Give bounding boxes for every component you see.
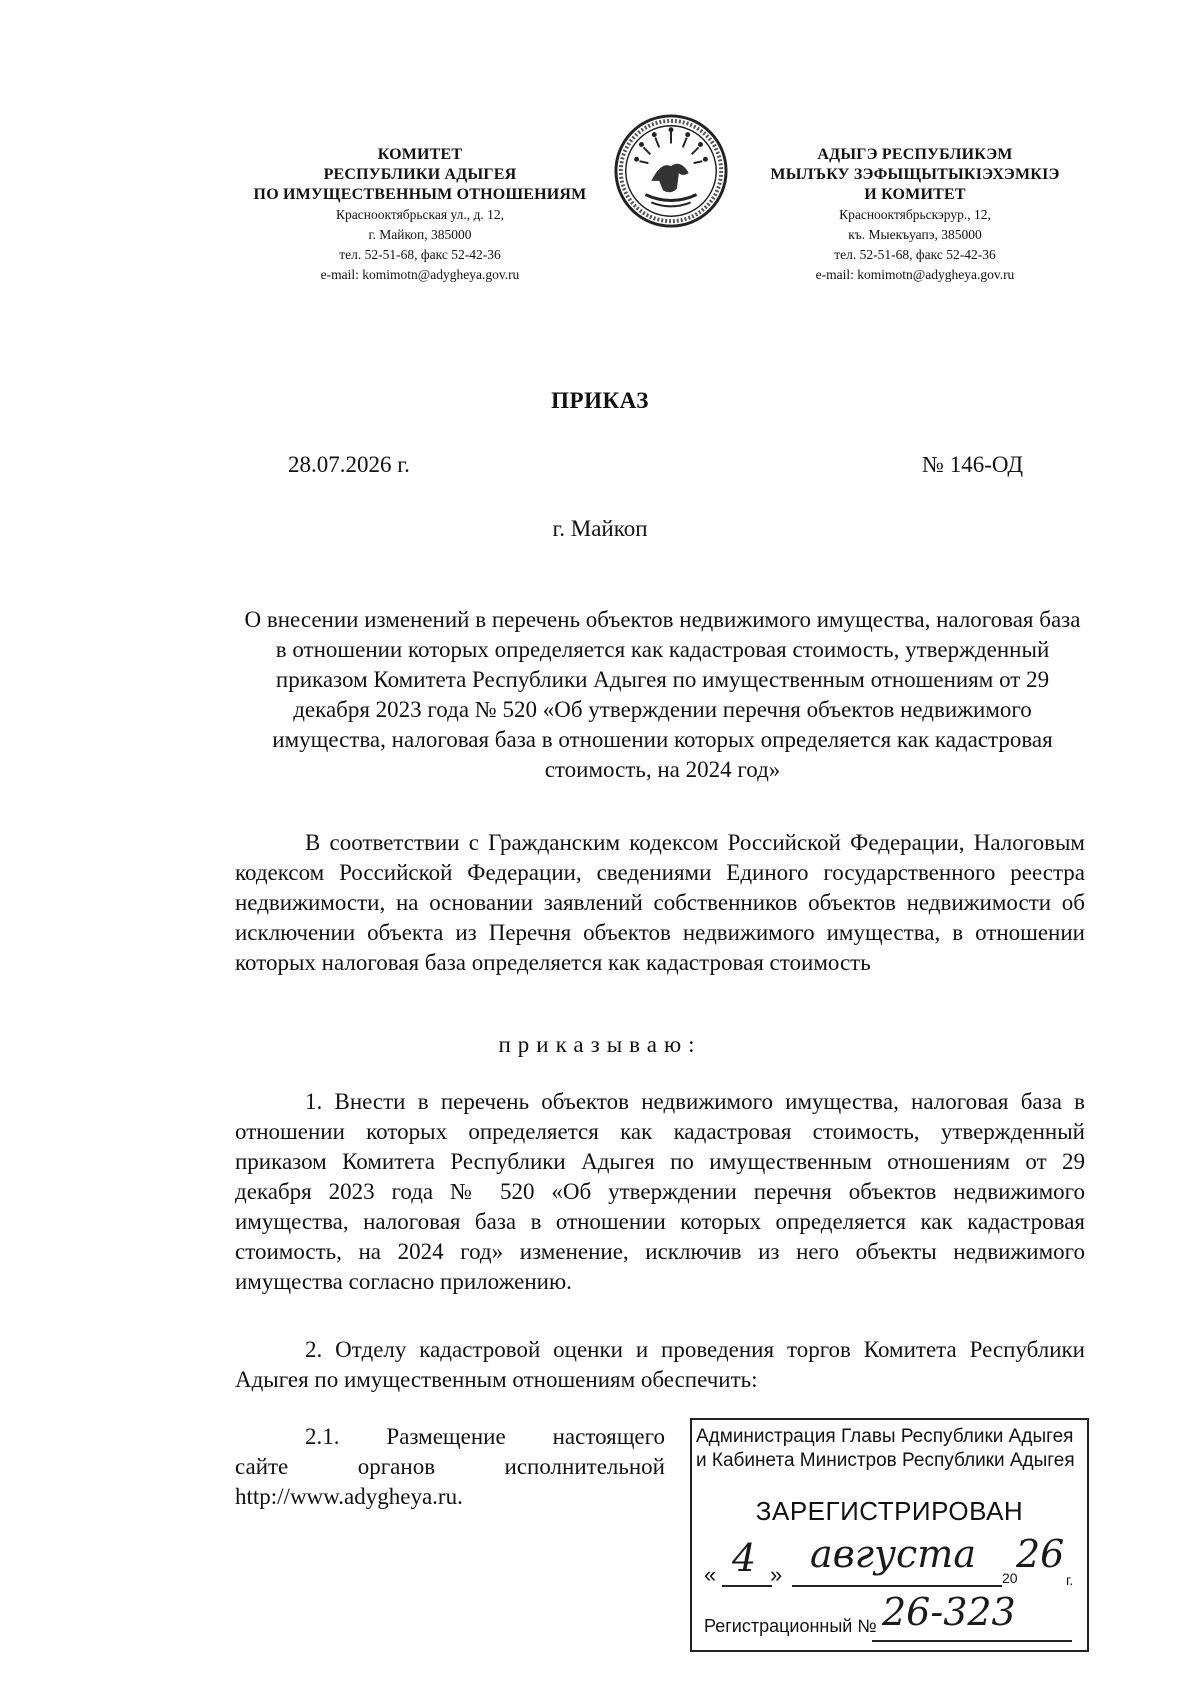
org-name-line1: КОМИТЕТ (377, 146, 463, 163)
email: e-mail: komimotn@adygheya.gov.ru (815, 267, 1015, 282)
stamp-status: ЗАРЕГИСТРИРОВАН (755, 1496, 1024, 1526)
document-title: ПРИКАЗ (551, 388, 649, 413)
item-2-1-word: сайте (235, 1454, 289, 1479)
org-name-line2: РЕСПУБЛИКИ АДЫГЕЯ (323, 166, 517, 183)
item-2-1-word: 2.1. (305, 1424, 340, 1449)
item-2-1-paragraph (235, 1422, 665, 1512)
item-2-1-word: исполнительной (504, 1454, 665, 1479)
address-line1: Краснооктябрьская ул., д. 12, (336, 207, 504, 222)
preamble-paragraph: В соответствии с Гражданским кодексом Российской Федерации, Налоговым кодексом Российской Федерации, сведениями Единого государственного реестра недвижимости, на основании заявлений собственников объектов недвижимости об исключении объекта из Перечня объектов недвижимого имущества, в отношении которых налоговая база определяется как кадастровая стоимость (235, 830, 1085, 975)
stamp-day-line (722, 1585, 772, 1587)
address-line2: къ. Мыекъуапэ, 385000 (848, 227, 982, 242)
org-name-line3: И КОМИТЕТ (864, 186, 966, 203)
order-word: приказываю: (498, 1032, 702, 1057)
item-2-1-line2 (235, 1452, 665, 1482)
document-subject: О внесении изменений в перечень объектов недвижимого имущества, налоговая база в отношении которых определяется как кадастровая стоимость, утвержденный приказом Комитета Республики Адыгея по имущественным отношениям от 29 декабря 2023 года № 520 «Об утверждении перечня объектов недвижимого имущества, налоговая база в отношении которых определяется как кадастровая стоимость, на 2024 год» (244, 607, 1081, 782)
stamp-year-suffix: г. (1066, 1572, 1074, 1588)
stamp-month-line (792, 1585, 1002, 1587)
address-line2: г. Майкоп, 385000 (368, 227, 472, 242)
item-2-1-line1 (235, 1422, 665, 1452)
stamp-month: августа (810, 1532, 976, 1576)
email: e-mail: komimotn@adygheya.gov.ru (320, 267, 520, 282)
website-link[interactable]: http://www.adygheya.ru. (235, 1484, 463, 1509)
document-number: № 146-ОД (922, 452, 1024, 477)
stamp-year-prefix: 20 (1002, 1570, 1018, 1586)
phone: тел. 52-51-68, факс 52-42-36 (339, 247, 501, 262)
org-name-line3: ПО ИМУЩЕСТВЕННЫМ ОТНОШЕНИЯМ (253, 186, 587, 203)
stamp-authority-line1: Администрация Главы Республики Адыгея (696, 1426, 1074, 1447)
header-right (745, 145, 1085, 285)
stamp-day: 4 (732, 1536, 757, 1580)
org-name-line2: МЫЛЪКУ ЗЭФЫЩЫТЫКIЭХЭМКIЭ (770, 166, 1060, 183)
item-2-1-word: настоящего (552, 1424, 665, 1449)
header-left (230, 145, 610, 285)
stamp-quote-close: » (770, 1562, 783, 1587)
document-city: г. Майкоп (552, 516, 648, 541)
stamp-reg-line (872, 1640, 1072, 1642)
org-name-line1: АДЫГЭ РЕСПУБЛИКЭМ (817, 146, 1013, 163)
address-line1: Краснооктябрьскэрур., 12, (839, 207, 991, 222)
stamp-quote-open: « (704, 1562, 717, 1587)
item-2-paragraph: 2. Отделу кадастровой оценки и проведения торгов Комитета Республики Адыгея по имущественным отношениям обеспечить: (235, 1337, 1085, 1392)
coat-of-arms-emblem (612, 112, 730, 230)
stamp-reg-label: Регистрационный № (704, 1616, 877, 1636)
stamp-authority-line2: и Кабинета Министров Республики Адыгея (696, 1450, 1075, 1471)
registration-stamp (690, 1418, 1089, 1652)
item-2-1-word: Размещение (386, 1424, 506, 1449)
item-1-paragraph: 1. Внести в перечень объектов недвижимого имущества, налоговая база в отношении которых определяется как кадастровая стоимость, утвержденный приказом Комитета Республики Адыгея по имущественным отношениям от 29 декабря 2023 года № 520 «Об утверждении перечня объектов недвижимого имущества, налоговая база в отношении которых определяется как кадастровая стоимость, на 2024 год» изменение, исключив из него объекты недвижимого имущества согласно приложению. (235, 1089, 1085, 1294)
item-2-1-word: органов (357, 1454, 436, 1479)
stamp-year: 26 (1016, 1532, 1065, 1576)
document-date: 28.07.2026 г. (288, 452, 410, 477)
phone: тел. 52-51-68, факс 52-42-36 (834, 247, 996, 262)
stamp-reg-number: 26-323 (882, 1590, 1016, 1634)
